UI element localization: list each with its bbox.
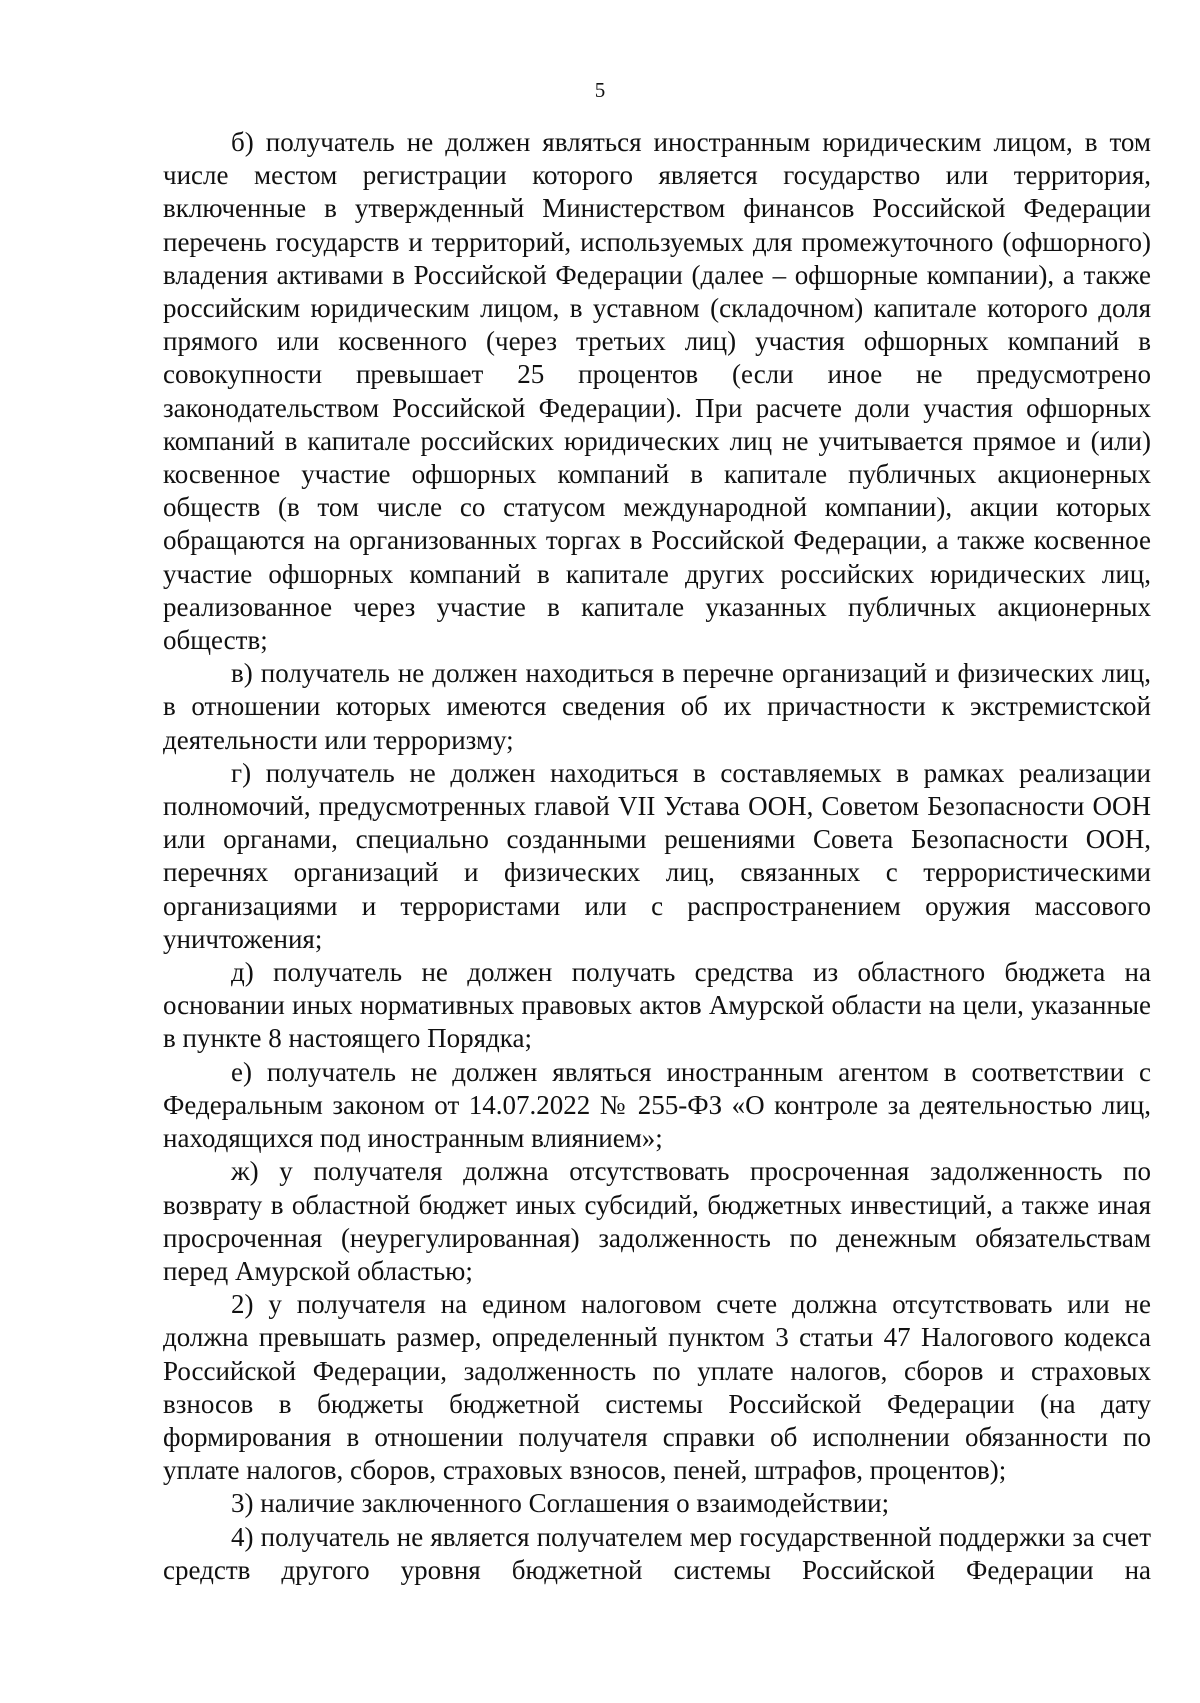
paragraph-2: 2) у получателя на едином налоговом счете должна отсутствовать или не должна превышать размер, определенный пунктом 3 статьи 47 Налогового кодекса Российской Федерации, задолженность по уплате налогов, сборов и страховых взносов в бюджеты бюджетной системы Российской Федерации (на дату формирования в отношении получателя справки об исполнении обязанности по уплате налогов, сборов, страховых взносов, пеней, штрафов, процентов); bbox=[163, 1289, 1151, 1486]
paragraph-v: в) получатель не должен находиться в перечне организаций и физических лиц, в отношении которых имеются сведения об их причастности к экстремистской деятельности или терроризму; bbox=[163, 658, 1151, 755]
paragraph-e: е) получатель не должен являться иностранным агентом в соответствии с Федеральным законом от 14.07.2022 № 255-ФЗ «О контроле за деятельностью лиц, находящихся под иностранным влиянием»; bbox=[163, 1056, 1151, 1154]
paragraph-d: д) получатель не должен получать средства из областного бюджета на основании иных нормативных правовых актов Амурской области на цели, указанные в пункте 8 настоящего Порядка; bbox=[163, 957, 1151, 1054]
paragraph-zh: ж) у получателя должна отсутствовать просроченная задолженность по возврату в областной бюджет иных субсидий, бюджетных инвестиций, а также иная просроченная (неурегулированная) задолженность по денежным обязательствам перед Амурской областью; bbox=[163, 1156, 1151, 1286]
paragraph-3: 3) наличие заключенного Соглашения о взаимодействии; bbox=[231, 1488, 890, 1519]
page-number: 5 bbox=[594, 78, 606, 102]
paragraph-g: г) получатель не должен находиться в составляемых в рамках реализации полномочий, предусмотренных главой VII Устава ООН, Советом Безопасности ООН или органами, специально созданными решениями Совета Безопасности ООН, перечнях организаций и физических лиц, связанных с террористическими организациями и террористами или с распространением оружия массового уничтожения; bbox=[163, 757, 1151, 954]
document-body bbox=[163, 126, 1151, 1587]
paragraph-b: б) получатель не должен являться иностранным юридическим лицом, в том числе местом регистрации которого является государство или территория, включенные в утвержденный Министерством финансов Российской Федерации перечень государств и территорий, используемых для промежуточного (офшорного) владения активами в Российской Федерации (далее – офшорные компании), а также российским юридическим лицом, в уставном (складочном) капитале которого доля прямого или косвенного (через третьих лиц) участия офшорных компаний в совокупности превышает 25 процентов (если иное не предусмотрено законодательством Российской Федерации). При расчете доли участия офшорных компаний в капитале российских юридических лиц не учитывается прямое и (или) косвенное участие офшорных компаний в капитале публичных акционерных обществ (в том числе со статусом международной компании), акции которых обращаются на организованных торгах в Российской Федерации, а также косвенное участие офшорных компаний в капитале других российских юридических лиц, реализованное через участие в капитале указанных публичных акционерных обществ; bbox=[163, 127, 1151, 656]
paragraph-4: 4) получатель не является получателем мер государственной поддержки за счет средств другого уровня бюджетной системы Российской Федерации на bbox=[163, 1521, 1151, 1585]
